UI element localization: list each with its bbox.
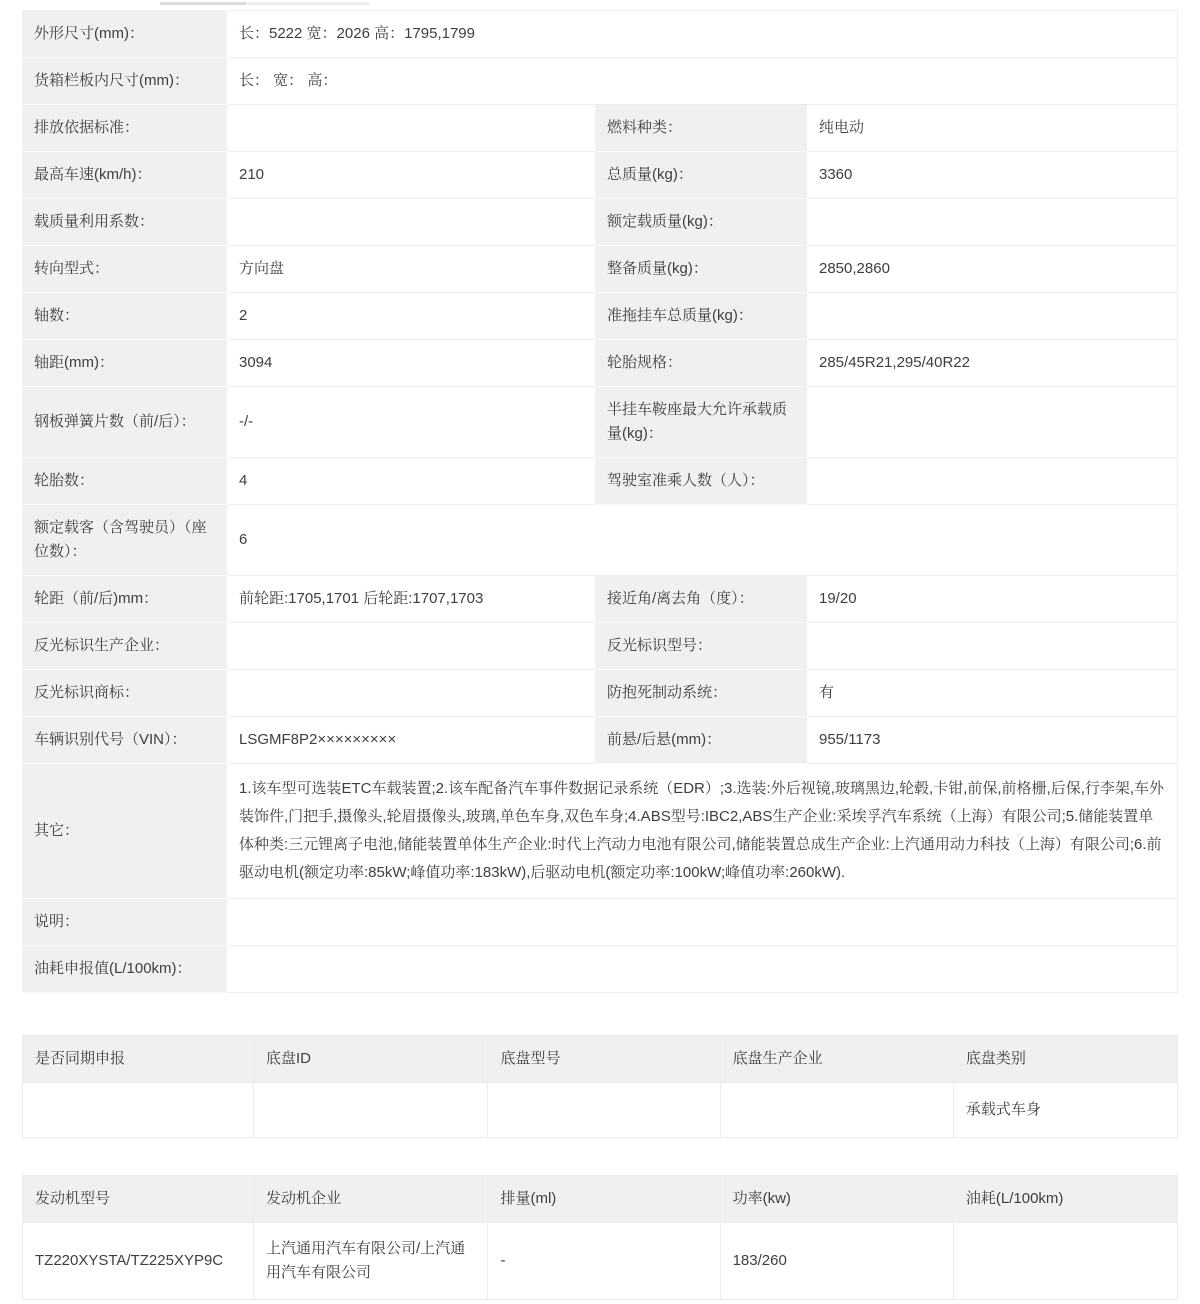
spec-value xyxy=(227,899,1178,946)
chassis-header-same-period: 是否同期申报 xyxy=(23,1036,254,1083)
spec-label: 轴数： xyxy=(22,293,227,340)
chassis-table xyxy=(22,1035,1178,1138)
spec-label: 轴距(mm)： xyxy=(22,340,227,387)
spec-label: 轮胎数： xyxy=(22,458,227,505)
chassis-same-period xyxy=(23,1083,254,1138)
spec-label: 反光标识商标： xyxy=(22,670,227,717)
spec-value: 3360 xyxy=(807,152,1178,199)
spec-row-max-speed-total-mass xyxy=(22,152,1178,199)
spec-value: 19/20 xyxy=(807,576,1178,623)
spec-value xyxy=(807,199,1178,246)
spec-value: 955/1173 xyxy=(807,717,1178,764)
spec-label: 准拖挂车总质量(kg)： xyxy=(595,293,807,340)
spec-value xyxy=(807,458,1178,505)
spec-row-wheelbase-tire-spec xyxy=(22,340,1178,387)
engine-header-fuel-consumption: 油耗(L/100km) xyxy=(953,1176,1177,1223)
spec-value: 长： 宽： 高： xyxy=(227,58,1178,105)
spec-value: 方向盘 xyxy=(227,246,595,293)
spec-label: 油耗申报值(L/100km)： xyxy=(22,946,227,993)
chassis-model xyxy=(488,1083,720,1138)
spec-value: 2850,2860 xyxy=(807,246,1178,293)
spec-label: 轮胎规格： xyxy=(595,340,807,387)
spec-value xyxy=(227,946,1178,993)
spec-label: 钢板弹簧片数（前/后）： xyxy=(22,387,227,458)
engine-model: TZ220XYSTA/TZ225XYP9C xyxy=(23,1223,254,1300)
spec-value: -/- xyxy=(227,387,595,458)
spec-value: 前轮距:1705,1701 后轮距:1707,1703 xyxy=(227,576,595,623)
spec-row-tire-count-cab-passengers xyxy=(22,458,1178,505)
spec-row-reflective-trademark-abs xyxy=(22,670,1178,717)
spec-value-other: 1.该车型可选装ETC车载装置;2.该车配备汽车事件数据记录系统（EDR）;3.选装:外后视镜,玻璃黑边,轮毂,卡钳,前保,前格栅,后保,行李架,车外装饰件,门把手,摄像头,轮眉摄像头,玻璃,单色车身,双色车身;4.ABS型号:IBC2,ABS生产企业:采埃孚汽车系统（上海）有限公司;5.储能装置单体种类:三元锂离子电池,储能装置单体生产企业:时代上汽动力电池有限公司,储能装置总成生产企业:上汽通用动力科技（上海）有限公司;6.前驱动电机(额定功率:85kW;峰值功率:183kW),后驱动电机(额定功率:100kW;峰值功率:260kW). xyxy=(227,764,1178,899)
engine-displacement: - xyxy=(488,1223,720,1300)
engine-header-power: 功率(kw) xyxy=(720,1176,953,1223)
spec-value xyxy=(227,670,595,717)
spec-value xyxy=(807,623,1178,670)
spec-value xyxy=(227,623,595,670)
spec-row-steering-curb-mass xyxy=(22,246,1178,293)
spec-value: 长：5222 宽：2026 高：1795,1799 xyxy=(227,11,1178,58)
spec-label: 额定载质量(kg)： xyxy=(595,199,807,246)
spec-row-cargo-box-dimensions xyxy=(22,58,1178,105)
engine-fuel-consumption xyxy=(953,1223,1177,1300)
spec-row-notes xyxy=(22,899,1178,946)
chassis-header-category: 底盘类别 xyxy=(953,1036,1177,1083)
spec-value: 6 xyxy=(227,505,1178,576)
spec-value: 210 xyxy=(227,152,595,199)
spec-row-seating-capacity xyxy=(22,505,1178,576)
spec-label: 车辆识别代号（VIN）： xyxy=(22,717,227,764)
spec-label: 前悬/后悬(mm)： xyxy=(595,717,807,764)
engine-header-row xyxy=(23,1176,1178,1223)
spec-value xyxy=(807,387,1178,458)
chassis-id xyxy=(254,1083,488,1138)
spec-row-load-factor-rated-load xyxy=(22,199,1178,246)
chassis-header-row xyxy=(23,1036,1178,1083)
spec-label: 反光标识型号： xyxy=(595,623,807,670)
top-edge-remnant-light xyxy=(246,2,370,5)
chassis-header-id: 底盘ID xyxy=(254,1036,488,1083)
spec-label: 驾驶室准乘人数（人）： xyxy=(595,458,807,505)
engine-manufacturer: 上汽通用汽车有限公司/上汽通用汽车有限公司 xyxy=(254,1223,488,1300)
chassis-header-manufacturer: 底盘生产企业 xyxy=(720,1036,953,1083)
chassis-manufacturer xyxy=(720,1083,953,1138)
spec-label: 防抱死制动系统： xyxy=(595,670,807,717)
spec-row-axles-trailer-mass xyxy=(22,293,1178,340)
spec-label: 轮距（前/后)mm： xyxy=(22,576,227,623)
spec-label: 额定载客（含驾驶员）（座位数）： xyxy=(22,505,227,576)
spec-value: 纯电动 xyxy=(807,105,1178,152)
engine-header-displacement: 排量(ml) xyxy=(488,1176,720,1223)
spec-label: 半挂车鞍座最大允许承载质量(kg)： xyxy=(595,387,807,458)
spec-value: 3094 xyxy=(227,340,595,387)
spec-row-leaf-springs-saddle-load xyxy=(22,387,1178,458)
engine-power: 183/260 xyxy=(720,1223,953,1300)
spec-label: 转向型式： xyxy=(22,246,227,293)
spec-value: LSGMF8P2××××××××× xyxy=(227,717,595,764)
spec-value xyxy=(227,105,595,152)
chassis-category: 承载式车身 xyxy=(953,1083,1177,1138)
spec-row-emission-standard-fuel-type xyxy=(22,105,1178,152)
engine-header-model: 发动机型号 xyxy=(23,1176,254,1223)
spec-label: 最高车速(km/h)： xyxy=(22,152,227,199)
spec-label: 反光标识生产企业： xyxy=(22,623,227,670)
spec-value: 285/45R21,295/40R22 xyxy=(807,340,1178,387)
engine-header-manufacturer: 发动机企业 xyxy=(254,1176,488,1223)
spec-label: 载质量利用系数： xyxy=(22,199,227,246)
spec-label: 货箱栏板内尺寸(mm)： xyxy=(22,58,227,105)
top-edge-remnant xyxy=(160,2,246,5)
spec-row-vin-overhang xyxy=(22,717,1178,764)
spec-value xyxy=(227,199,595,246)
spec-label: 燃料种类： xyxy=(595,105,807,152)
engine-data-row xyxy=(23,1223,1178,1300)
spec-value: 4 xyxy=(227,458,595,505)
chassis-header-model: 底盘型号 xyxy=(488,1036,720,1083)
spec-label: 整备质量(kg)： xyxy=(595,246,807,293)
spec-row-other xyxy=(22,764,1178,899)
spec-label: 排放依据标准： xyxy=(22,105,227,152)
main-spec-table xyxy=(22,10,1178,993)
spec-value: 有 xyxy=(807,670,1178,717)
engine-table xyxy=(22,1175,1178,1300)
chassis-data-row xyxy=(23,1083,1178,1138)
spec-row-exterior-dimensions xyxy=(22,11,1178,58)
spec-label: 说明： xyxy=(22,899,227,946)
spec-row-track-approach-angle xyxy=(22,576,1178,623)
spec-label: 其它： xyxy=(22,764,227,899)
spec-label: 外形尺寸(mm)： xyxy=(22,11,227,58)
spec-value xyxy=(807,293,1178,340)
spec-label: 接近角/离去角（度）： xyxy=(595,576,807,623)
spec-value: 2 xyxy=(227,293,595,340)
spec-row-reflective-marking-manufacturer-model xyxy=(22,623,1178,670)
spec-row-fuel-consumption-declared xyxy=(22,946,1178,993)
spec-label: 总质量(kg)： xyxy=(595,152,807,199)
